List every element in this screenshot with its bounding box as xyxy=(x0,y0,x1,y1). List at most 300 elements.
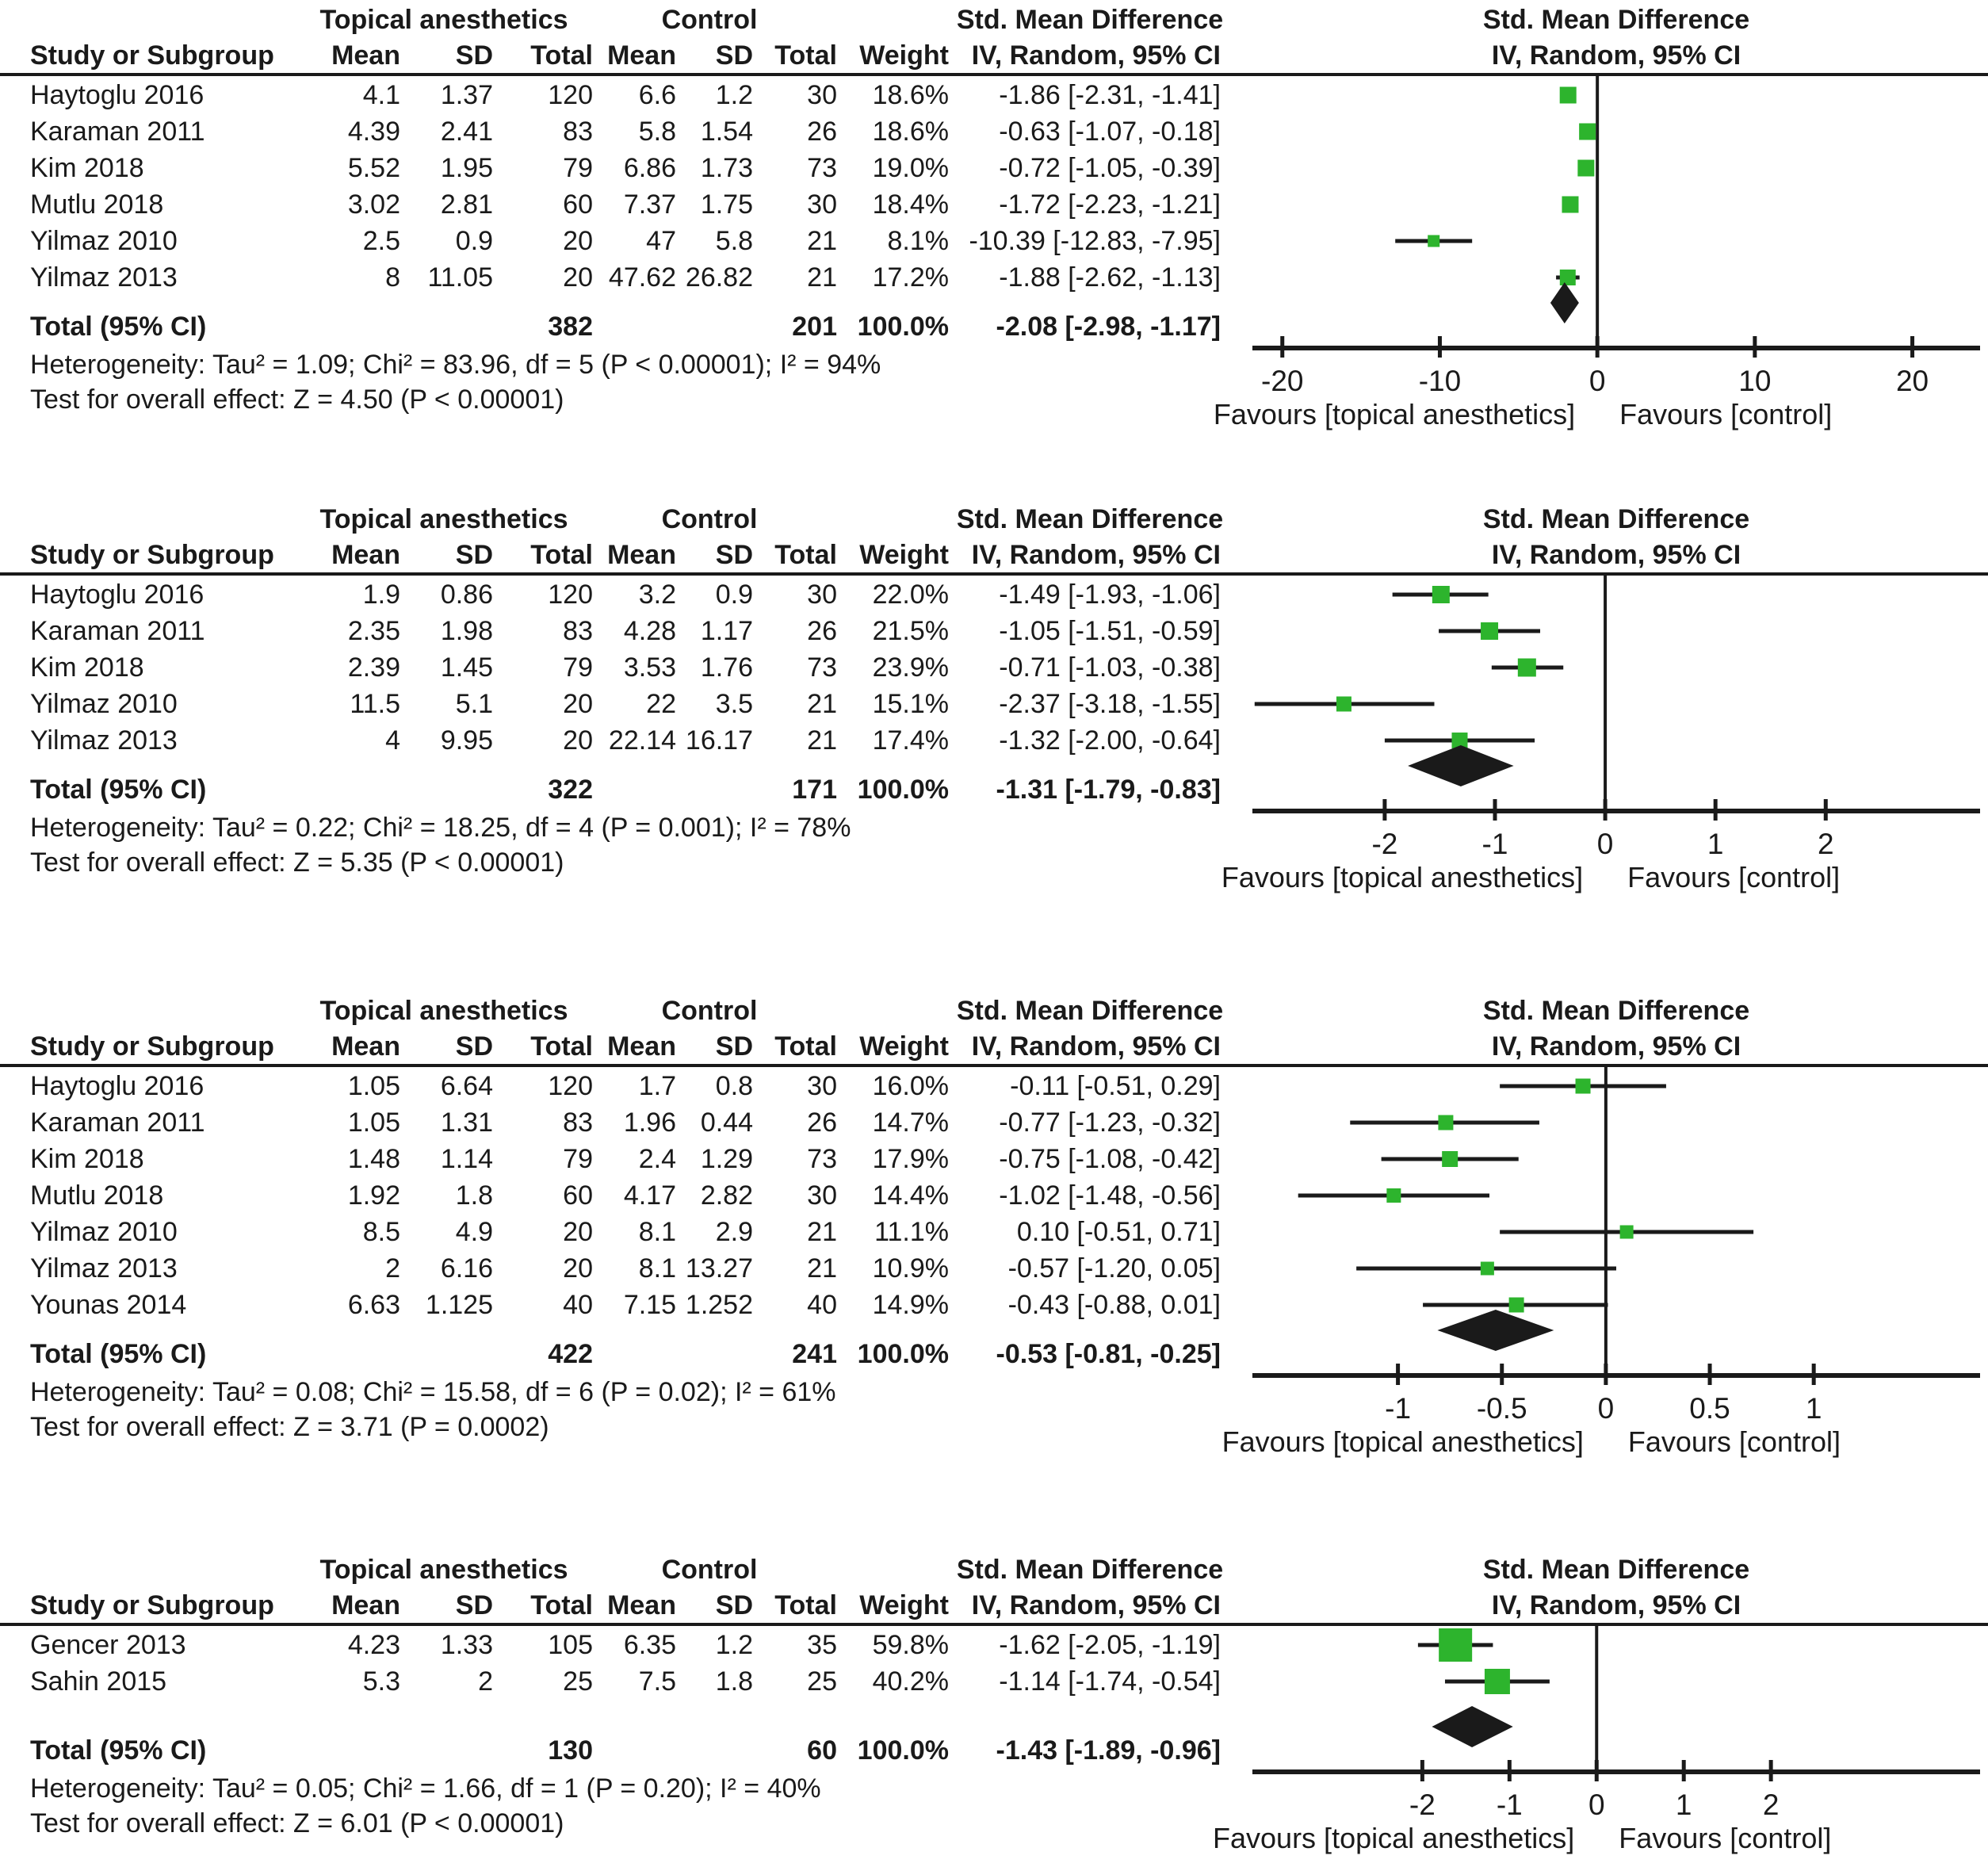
effect-header-table: Std. Mean Difference xyxy=(956,996,1224,1026)
cell-mean-c: 8.1 xyxy=(638,1253,676,1284)
cell-mean-c: 3.2 xyxy=(638,580,676,610)
cell-total-c: 73 xyxy=(807,652,837,683)
effect-marker xyxy=(1576,1079,1591,1094)
column-header-weight: Weight xyxy=(859,540,949,570)
cell-mean-ta: 5.3 xyxy=(362,1666,400,1697)
favours-left-label: Favours [topical anesthetics] xyxy=(1213,1822,1575,1854)
study-name: Mutlu 2018 xyxy=(30,1180,164,1211)
effect-marker xyxy=(1481,1262,1494,1276)
column-header-sd2: SD xyxy=(715,540,753,570)
favours-left-label: Favours [topical anesthetics] xyxy=(1221,1425,1584,1458)
total-n-ta: 382 xyxy=(548,312,593,342)
total-n-ta: 130 xyxy=(548,1735,593,1766)
axis-tick-label: -0.5 xyxy=(1476,1392,1527,1425)
total-n-c: 201 xyxy=(792,312,837,342)
axis-tick-label: 20 xyxy=(1895,365,1929,397)
column-header-sd2: SD xyxy=(715,1590,753,1620)
axis-tick-label: 2 xyxy=(1762,1789,1780,1821)
total-n-c: 60 xyxy=(807,1735,837,1766)
study-name: Karaman 2011 xyxy=(30,1108,205,1138)
axis-tick-label: 1 xyxy=(1805,1392,1822,1425)
column-header-mean2: Mean xyxy=(607,40,676,71)
cell-mean-ta: 8.5 xyxy=(362,1217,400,1247)
effect-marker xyxy=(1620,1226,1634,1239)
cell-weight: 22.0% xyxy=(872,580,949,610)
effect-marker xyxy=(1481,622,1498,640)
cell-sd-ta: 2.81 xyxy=(440,189,493,220)
cell-total-ta: 40 xyxy=(563,1290,593,1320)
forest-panel-3 xyxy=(0,991,1988,1458)
study-name: Haytoglu 2016 xyxy=(30,580,205,610)
cell-total-ta: 20 xyxy=(563,262,593,293)
cell-weight: 10.9% xyxy=(872,1253,949,1284)
cell-smd-ci: -1.14 [-1.74, -0.54] xyxy=(999,1666,1221,1697)
cell-weight: 23.9% xyxy=(872,652,949,683)
cell-sd-c: 26.82 xyxy=(685,262,753,293)
effect-marker xyxy=(1509,1298,1524,1313)
total-smd-ci: -1.31 [-1.79, -0.83] xyxy=(996,775,1221,805)
forest-panel-2 xyxy=(0,499,1988,893)
cell-sd-ta: 4.9 xyxy=(455,1217,493,1247)
axis-tick-label: 0 xyxy=(1588,1789,1605,1821)
cell-total-c: 30 xyxy=(807,189,837,220)
cell-sd-c: 1.2 xyxy=(715,1630,753,1660)
heterogeneity-text: Heterogeneity: Tau² = 0.08; Chi² = 15.58, df = 6 (P = 0.02); I² = 61% xyxy=(30,1377,836,1407)
cell-total-ta: 60 xyxy=(563,189,593,220)
study-name: Haytoglu 2016 xyxy=(30,80,205,110)
cell-sd-c: 1.75 xyxy=(700,189,753,220)
effect-marker xyxy=(1518,659,1536,677)
cell-mean-ta: 2 xyxy=(385,1253,400,1284)
cell-sd-c: 0.8 xyxy=(715,1071,753,1101)
total-n-ta: 422 xyxy=(548,1339,593,1369)
pooled-diamond xyxy=(1432,1706,1512,1747)
total-label: Total (95% CI) xyxy=(30,1735,207,1766)
column-header-study: Study or Subgroup xyxy=(30,1031,274,1062)
column-header-mean1: Mean xyxy=(331,40,400,71)
cell-total-ta: 79 xyxy=(563,1144,593,1174)
study-name: Younas 2014 xyxy=(30,1290,187,1320)
cell-sd-ta: 1.8 xyxy=(455,1180,493,1211)
cell-sd-c: 1.76 xyxy=(700,652,753,683)
column-header-total1: Total xyxy=(530,1590,593,1620)
cell-total-c: 26 xyxy=(807,616,837,646)
favours-left-label: Favours [topical anesthetics] xyxy=(1213,398,1576,430)
cell-mean-c: 22.14 xyxy=(608,725,676,756)
cell-weight: 15.1% xyxy=(872,689,949,719)
cell-total-c: 30 xyxy=(807,80,837,110)
axis-tick-label: -1 xyxy=(1496,1789,1523,1821)
cell-mean-c: 22 xyxy=(646,689,676,719)
effect-header-plot: Std. Mean Difference xyxy=(1482,504,1750,534)
effect-header-plot: Std. Mean Difference xyxy=(1482,1555,1750,1585)
effect-marker xyxy=(1560,87,1577,104)
cell-smd-ci: -1.72 [-2.23, -1.21] xyxy=(999,189,1221,220)
effect-marker xyxy=(1562,197,1578,213)
cell-mean-ta: 3.02 xyxy=(347,189,400,220)
cell-total-ta: 83 xyxy=(563,1108,593,1138)
total-n-c: 171 xyxy=(792,775,837,805)
study-name: Kim 2018 xyxy=(30,153,144,183)
cell-smd-ci: -2.37 [-3.18, -1.55] xyxy=(999,689,1221,719)
cell-smd-ci: -1.02 [-1.48, -0.56] xyxy=(999,1180,1221,1211)
cell-mean-c: 3.53 xyxy=(623,652,676,683)
overall-effect-text: Test for overall effect: Z = 5.35 (P < 0.00001) xyxy=(30,847,564,878)
column-header-weight: Weight xyxy=(859,1590,949,1620)
cell-total-ta: 20 xyxy=(563,226,593,256)
column-header-mean2: Mean xyxy=(607,1590,676,1620)
study-name: Kim 2018 xyxy=(30,652,144,683)
cell-sd-c: 2.82 xyxy=(700,1180,753,1211)
total-weight: 100.0% xyxy=(857,1735,949,1766)
column-header-sd2: SD xyxy=(715,1031,753,1062)
heterogeneity-text: Heterogeneity: Tau² = 0.22; Chi² = 18.25, df = 4 (P = 0.001); I² = 78% xyxy=(30,813,851,843)
cell-sd-ta: 5.1 xyxy=(455,689,493,719)
axis-tick-label: 1 xyxy=(1675,1789,1692,1821)
effect-marker xyxy=(1560,270,1576,285)
cell-smd-ci: 0.10 [-0.51, 0.71] xyxy=(1016,1217,1221,1247)
study-name: Yilmaz 2013 xyxy=(30,1253,178,1284)
cell-sd-ta: 6.64 xyxy=(440,1071,493,1101)
effect-marker xyxy=(1442,1151,1458,1167)
column-header-ci-plot: IV, Random, 95% CI xyxy=(1491,1031,1741,1062)
column-header-ci-table: IV, Random, 95% CI xyxy=(971,1031,1221,1062)
cell-total-c: 21 xyxy=(807,689,837,719)
cell-weight: 14.9% xyxy=(872,1290,949,1320)
cell-total-ta: 20 xyxy=(563,1253,593,1284)
column-header-total1: Total xyxy=(530,1031,593,1062)
effect-header-plot: Std. Mean Difference xyxy=(1482,996,1750,1026)
axis-tick-label: 10 xyxy=(1738,365,1772,397)
cell-weight: 19.0% xyxy=(872,153,949,183)
column-header-mean1: Mean xyxy=(331,1590,400,1620)
effect-header-table: Std. Mean Difference xyxy=(956,1555,1224,1585)
cell-smd-ci: -1.49 [-1.93, -1.06] xyxy=(999,580,1221,610)
favours-right-label: Favours [control] xyxy=(1619,398,1833,430)
total-weight: 100.0% xyxy=(857,1339,949,1369)
axis-tick-label: 0 xyxy=(1596,828,1614,860)
total-weight: 100.0% xyxy=(857,775,949,805)
effect-marker xyxy=(1579,124,1596,140)
cell-sd-c: 5.8 xyxy=(715,226,753,256)
effect-marker xyxy=(1577,160,1594,177)
axis-tick-label: 0.5 xyxy=(1689,1392,1730,1425)
cell-sd-c: 13.27 xyxy=(685,1253,753,1284)
cell-weight: 14.7% xyxy=(872,1108,949,1138)
cell-sd-c: 16.17 xyxy=(685,725,753,756)
cell-smd-ci: -1.05 [-1.51, -0.59] xyxy=(999,616,1221,646)
cell-sd-ta: 1.14 xyxy=(440,1144,493,1174)
cell-total-ta: 120 xyxy=(548,80,593,110)
study-name: Yilmaz 2010 xyxy=(30,1217,178,1247)
cell-sd-ta: 1.95 xyxy=(440,153,493,183)
column-header-sd1: SD xyxy=(455,40,493,71)
group-header-topical: Topical anesthetics xyxy=(319,504,568,534)
cell-mean-c: 4.17 xyxy=(623,1180,676,1211)
favours-right-label: Favours [control] xyxy=(1627,1425,1841,1458)
favours-right-label: Favours [control] xyxy=(1619,1822,1832,1854)
effect-marker xyxy=(1432,586,1450,603)
axis-tick-label: 2 xyxy=(1817,828,1834,860)
favours-left-label: Favours [topical anesthetics] xyxy=(1221,861,1584,893)
group-header-topical: Topical anesthetics xyxy=(319,5,568,35)
cell-mean-c: 7.5 xyxy=(638,1666,676,1697)
forest-plot-area-3 xyxy=(0,991,1988,1458)
cell-mean-ta: 1.9 xyxy=(362,580,400,610)
total-n-ta: 322 xyxy=(548,775,593,805)
column-header-total2: Total xyxy=(774,540,837,570)
column-header-total2: Total xyxy=(774,1031,837,1062)
pooled-diamond xyxy=(1550,282,1579,323)
study-name: Kim 2018 xyxy=(30,1144,144,1174)
study-name: Karaman 2011 xyxy=(30,117,205,147)
cell-total-c: 73 xyxy=(807,153,837,183)
cell-total-c: 35 xyxy=(807,1630,837,1660)
cell-total-ta: 83 xyxy=(563,117,593,147)
study-name: Gencer 2013 xyxy=(30,1630,186,1660)
total-label: Total (95% CI) xyxy=(30,775,207,805)
study-name: Yilmaz 2010 xyxy=(30,226,178,256)
cell-mean-c: 7.15 xyxy=(623,1290,676,1320)
column-header-sd1: SD xyxy=(455,540,493,570)
group-header-control: Control xyxy=(661,504,758,534)
cell-smd-ci: -1.62 [-2.05, -1.19] xyxy=(999,1630,1221,1660)
column-header-ci-table: IV, Random, 95% CI xyxy=(971,40,1221,71)
axis-tick-label: -1 xyxy=(1481,828,1508,860)
cell-weight: 21.5% xyxy=(872,616,949,646)
cell-mean-ta: 8 xyxy=(385,262,400,293)
cell-sd-ta: 1.33 xyxy=(440,1630,493,1660)
cell-sd-ta: 1.45 xyxy=(440,652,493,683)
cell-mean-ta: 6.63 xyxy=(347,1290,400,1320)
total-weight: 100.0% xyxy=(857,312,949,342)
cell-weight: 40.2% xyxy=(872,1666,949,1697)
forest-plot-area-4 xyxy=(0,1550,1988,1854)
cell-smd-ci: -0.57 [-1.20, 0.05] xyxy=(1007,1253,1221,1284)
cell-total-c: 30 xyxy=(807,580,837,610)
cell-sd-c: 1.17 xyxy=(700,616,753,646)
group-header-topical: Topical anesthetics xyxy=(319,1555,568,1585)
forest-panel-1 xyxy=(0,0,1988,430)
cell-mean-ta: 4.39 xyxy=(347,117,400,147)
cell-total-c: 30 xyxy=(807,1180,837,1211)
forest-plot-area-2 xyxy=(0,499,1988,893)
cell-total-ta: 105 xyxy=(548,1630,593,1660)
column-header-sd1: SD xyxy=(455,1590,493,1620)
cell-total-c: 21 xyxy=(807,226,837,256)
cell-sd-ta: 2.41 xyxy=(440,117,493,147)
cell-mean-ta: 1.05 xyxy=(347,1071,400,1101)
cell-smd-ci: -10.39 [-12.83, -7.95] xyxy=(969,226,1221,256)
total-label: Total (95% CI) xyxy=(30,1339,207,1369)
group-header-control: Control xyxy=(661,996,758,1026)
effect-marker xyxy=(1336,697,1351,712)
effect-marker xyxy=(1386,1188,1401,1203)
effect-marker xyxy=(1438,1115,1453,1131)
cell-mean-ta: 2.35 xyxy=(347,616,400,646)
cell-mean-ta: 1.92 xyxy=(347,1180,400,1211)
cell-total-c: 25 xyxy=(807,1666,837,1697)
study-name: Yilmaz 2010 xyxy=(30,689,178,719)
cell-weight: 8.1% xyxy=(887,226,949,256)
column-header-total1: Total xyxy=(530,40,593,71)
cell-smd-ci: -1.88 [-2.62, -1.13] xyxy=(999,262,1221,293)
total-n-c: 241 xyxy=(792,1339,837,1369)
study-name: Yilmaz 2013 xyxy=(30,725,178,756)
effect-header-plot: Std. Mean Difference xyxy=(1482,5,1750,35)
total-smd-ci: -2.08 [-2.98, -1.17] xyxy=(996,312,1221,342)
effect-marker xyxy=(1439,1628,1472,1662)
cell-weight: 14.4% xyxy=(872,1180,949,1211)
cell-mean-c: 5.8 xyxy=(638,117,676,147)
cell-smd-ci: -0.77 [-1.23, -0.32] xyxy=(999,1108,1221,1138)
total-smd-ci: -0.53 [-0.81, -0.25] xyxy=(996,1339,1221,1369)
axis-tick-label: -20 xyxy=(1261,365,1304,397)
heterogeneity-text: Heterogeneity: Tau² = 0.05; Chi² = 1.66, df = 1 (P = 0.20); I² = 40% xyxy=(30,1773,821,1804)
cell-total-c: 40 xyxy=(807,1290,837,1320)
cell-total-ta: 20 xyxy=(563,689,593,719)
cell-total-ta: 79 xyxy=(563,652,593,683)
column-header-total2: Total xyxy=(774,1590,837,1620)
cell-weight: 11.1% xyxy=(874,1217,949,1247)
column-header-ci-table: IV, Random, 95% CI xyxy=(971,1590,1221,1620)
overall-effect-text: Test for overall effect: Z = 3.71 (P = 0.0002) xyxy=(30,1412,549,1442)
column-header-ci-plot: IV, Random, 95% CI xyxy=(1491,1590,1741,1620)
cell-smd-ci: -0.43 [-0.88, 0.01] xyxy=(1007,1290,1221,1320)
column-header-sd2: SD xyxy=(715,40,753,71)
cell-mean-c: 1.7 xyxy=(638,1071,676,1101)
cell-total-c: 26 xyxy=(807,1108,837,1138)
cell-total-c: 73 xyxy=(807,1144,837,1174)
cell-sd-ta: 1.125 xyxy=(425,1290,493,1320)
cell-sd-c: 3.5 xyxy=(715,689,753,719)
cell-smd-ci: -0.71 [-1.03, -0.38] xyxy=(999,652,1221,683)
column-header-ci-plot: IV, Random, 95% CI xyxy=(1491,540,1741,570)
cell-weight: 17.2% xyxy=(872,262,949,293)
cell-smd-ci: -0.63 [-1.07, -0.18] xyxy=(999,117,1221,147)
group-header-topical: Topical anesthetics xyxy=(319,996,568,1026)
cell-sd-c: 1.2 xyxy=(715,80,753,110)
overall-effect-text: Test for overall effect: Z = 4.50 (P < 0.00001) xyxy=(30,384,564,415)
pooled-diamond xyxy=(1408,745,1514,786)
cell-sd-ta: 6.16 xyxy=(440,1253,493,1284)
axis-tick-label: 1 xyxy=(1707,828,1724,860)
favours-right-label: Favours [control] xyxy=(1627,861,1841,893)
cell-sd-ta: 11.05 xyxy=(427,262,493,293)
study-name: Yilmaz 2013 xyxy=(30,262,178,293)
cell-total-ta: 25 xyxy=(563,1666,593,1697)
study-name: Sahin 2015 xyxy=(30,1666,167,1697)
cell-total-c: 21 xyxy=(807,725,837,756)
total-label: Total (95% CI) xyxy=(30,312,207,342)
group-header-control: Control xyxy=(661,5,758,35)
cell-mean-c: 1.96 xyxy=(623,1108,676,1138)
forest-panel-4 xyxy=(0,1550,1988,1854)
effect-header-table: Std. Mean Difference xyxy=(956,504,1224,534)
cell-sd-ta: 1.98 xyxy=(440,616,493,646)
total-smd-ci: -1.43 [-1.89, -0.96] xyxy=(996,1735,1221,1766)
column-header-study: Study or Subgroup xyxy=(30,540,274,570)
cell-sd-ta: 2 xyxy=(478,1666,493,1697)
cell-total-c: 21 xyxy=(807,262,837,293)
cell-sd-ta: 1.31 xyxy=(440,1108,493,1138)
effect-marker xyxy=(1428,235,1439,247)
cell-smd-ci: -1.32 [-2.00, -0.64] xyxy=(999,725,1221,756)
cell-mean-ta: 1.48 xyxy=(347,1144,400,1174)
heterogeneity-text: Heterogeneity: Tau² = 1.09; Chi² = 83.96, df = 5 (P < 0.00001); I² = 94% xyxy=(30,350,881,380)
cell-sd-c: 0.9 xyxy=(715,580,753,610)
study-name: Haytoglu 2016 xyxy=(30,1071,205,1101)
cell-mean-c: 6.86 xyxy=(623,153,676,183)
cell-sd-ta: 0.9 xyxy=(455,226,493,256)
column-header-mean2: Mean xyxy=(607,540,676,570)
axis-tick-label: -10 xyxy=(1418,365,1462,397)
cell-mean-ta: 2.5 xyxy=(362,226,400,256)
cell-mean-c: 6.35 xyxy=(623,1630,676,1660)
cell-total-c: 30 xyxy=(807,1071,837,1101)
column-header-total2: Total xyxy=(774,40,837,71)
cell-smd-ci: -0.75 [-1.08, -0.42] xyxy=(999,1144,1221,1174)
cell-mean-ta: 11.5 xyxy=(350,689,400,719)
cell-mean-ta: 1.05 xyxy=(347,1108,400,1138)
cell-total-ta: 60 xyxy=(563,1180,593,1211)
axis-tick-label: -1 xyxy=(1385,1392,1412,1425)
column-header-sd1: SD xyxy=(455,1031,493,1062)
cell-mean-ta: 4.23 xyxy=(347,1630,400,1660)
effect-header-table: Std. Mean Difference xyxy=(956,5,1224,35)
cell-mean-c: 47 xyxy=(646,226,676,256)
study-name: Mutlu 2018 xyxy=(30,189,164,220)
cell-mean-c: 7.37 xyxy=(623,189,676,220)
cell-sd-c: 1.54 xyxy=(700,117,753,147)
cell-smd-ci: -0.11 [-0.51, 0.29] xyxy=(1010,1071,1221,1101)
cell-weight: 17.9% xyxy=(872,1144,949,1174)
cell-total-ta: 120 xyxy=(548,1071,593,1101)
cell-total-c: 21 xyxy=(807,1253,837,1284)
cell-sd-ta: 9.95 xyxy=(440,725,493,756)
cell-total-ta: 120 xyxy=(548,580,593,610)
cell-mean-ta: 5.52 xyxy=(347,153,400,183)
column-header-mean2: Mean xyxy=(607,1031,676,1062)
cell-mean-ta: 4 xyxy=(385,725,400,756)
cell-smd-ci: -1.86 [-2.31, -1.41] xyxy=(999,80,1221,110)
axis-tick-label: -2 xyxy=(1371,828,1398,860)
study-name: Karaman 2011 xyxy=(30,616,205,646)
cell-weight: 59.8% xyxy=(872,1630,949,1660)
cell-sd-c: 1.29 xyxy=(700,1144,753,1174)
column-header-mean1: Mean xyxy=(331,540,400,570)
pooled-diamond xyxy=(1437,1310,1554,1351)
overall-effect-text: Test for overall effect: Z = 6.01 (P < 0.00001) xyxy=(30,1808,564,1838)
cell-total-ta: 79 xyxy=(563,153,593,183)
cell-sd-ta: 0.86 xyxy=(440,580,493,610)
axis-tick-label: 0 xyxy=(1597,1392,1615,1425)
column-header-ci-table: IV, Random, 95% CI xyxy=(971,540,1221,570)
cell-weight: 17.4% xyxy=(872,725,949,756)
cell-smd-ci: -0.72 [-1.05, -0.39] xyxy=(999,153,1221,183)
column-header-weight: Weight xyxy=(859,1031,949,1062)
cell-mean-c: 47.62 xyxy=(608,262,676,293)
axis-tick-label: 0 xyxy=(1588,365,1606,397)
column-header-ci-plot: IV, Random, 95% CI xyxy=(1491,40,1741,71)
effect-marker xyxy=(1485,1669,1510,1694)
cell-sd-c: 2.9 xyxy=(715,1217,753,1247)
cell-sd-c: 1.252 xyxy=(685,1290,753,1320)
cell-total-c: 26 xyxy=(807,117,837,147)
cell-weight: 18.6% xyxy=(872,80,949,110)
cell-mean-c: 2.4 xyxy=(638,1144,676,1174)
column-header-mean1: Mean xyxy=(331,1031,400,1062)
